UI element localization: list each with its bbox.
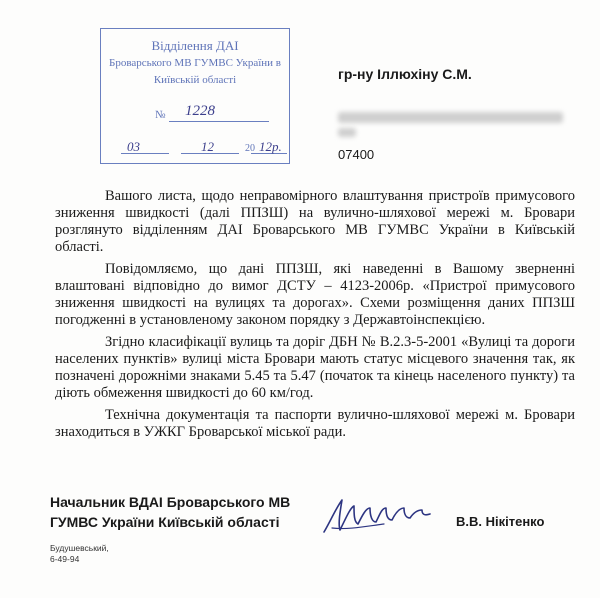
stamp-title: Відділення ДАІ <box>151 38 239 53</box>
stamp-line-2: Броварського МВ ГУМВС України в <box>109 57 281 69</box>
redacted-address-line-2 <box>338 128 356 137</box>
registration-stamp <box>100 28 290 164</box>
recipient-postcode: 07400 <box>338 147 375 162</box>
body-paragraph: Технічна документація та паспорти вулично-шляхової мережі м. Бровари знаходиться в УЖКГ Броварської міської ради. <box>55 407 575 440</box>
body-paragraph: Вашого листа, щодо неправомірного влаштування пристроїв примусового зниження швидкості (далі ППЗШ) на вулично-шляхової мережі м. Бровари розглянуто відділенням ДАІ Броварського МВ ГУМВС України в Київській області. <box>55 188 575 255</box>
executor-phone: 6-49-94 <box>50 554 80 564</box>
executor-info <box>50 543 109 565</box>
executor-name: Будушевський, <box>50 543 109 553</box>
stamp-date-day: 03 <box>127 139 140 154</box>
stamp-date-month: 12 <box>201 139 214 154</box>
redacted-address-line-1 <box>338 112 563 123</box>
body-paragraph: Згідно класифікації вулиць та доріг ДБН № В.2.3-5-2001 «Вулиці та дороги населених пунктів» вулиці міста Бровари мають статус місцевого значення так, як позначені дорожніми знаками 5.45 та 5.47 (початок та кінець населеного пункту) та діють обмеження швидкості до 60 км/год. <box>55 334 575 401</box>
stamp-number-prefix: № <box>155 109 166 121</box>
signatory-position-line-1: Начальник ВДАІ Броварського МВ <box>50 494 291 510</box>
signatory-position <box>50 492 290 532</box>
stamp-date-year: 12р. <box>259 139 282 154</box>
stamp-number: 1228 <box>185 103 215 119</box>
stamp-number-underline <box>169 121 269 122</box>
signatory-position-line-2: ГУМВС України Київській області <box>50 514 280 530</box>
recipient-name: гр-ну Іллюхіну С.М. <box>338 66 472 82</box>
stamp-date-year-prefix: 20 <box>245 143 255 154</box>
signatory-name: В.В. Нікітенко <box>456 514 545 529</box>
letter-body <box>55 188 575 446</box>
handwritten-signature <box>318 478 438 544</box>
body-paragraph: Повідомляємо, що дані ППЗШ, які наведенні в Вашому зверненні влаштовані відповідно до вимог ДСТУ – 4123-2006р. «Пристрої примусового зниження швидкості на вулицях та дорогах». Схеми розміщення даних ППЗШ погодженні в установленому законом порядку з Державтоінспекцією. <box>55 261 575 328</box>
stamp-line-3: Київській області <box>153 74 237 86</box>
